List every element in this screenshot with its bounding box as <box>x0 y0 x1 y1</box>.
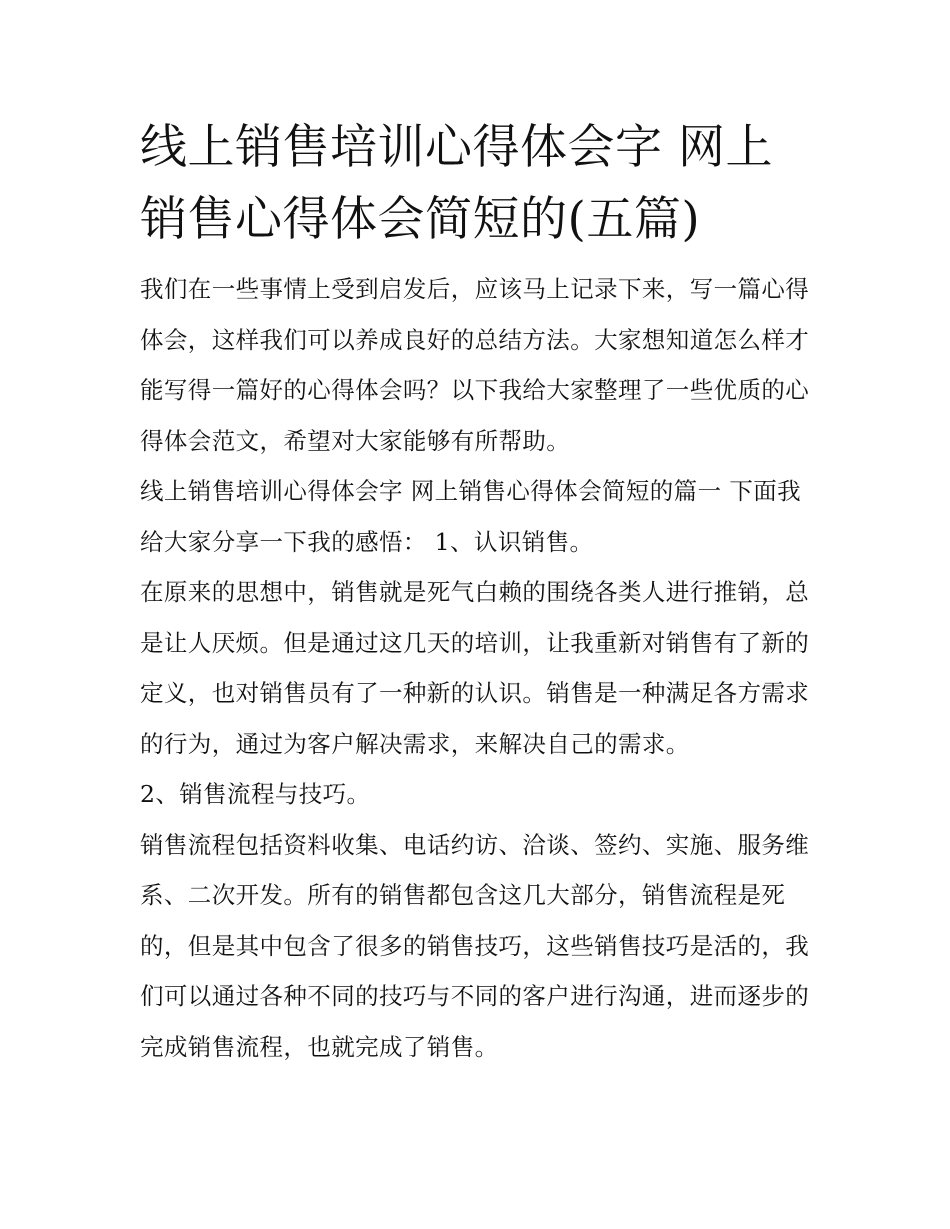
document-title: 线上销售培训心得体会字 网上销售心得体会简短的(五篇) <box>140 120 773 247</box>
paragraph-understanding-sales: 在原来的思想中，销售就是死气白赖的围绕各类人进行推销，总是让人厌烦。但是通过这几天的培训，让我重新对销售有了新的定义，也对销售员有了一种新的认识。销售是一种满足各方需求的行为，通过为客户解决需求，来解决自己的需求。 <box>140 578 810 758</box>
document-body <box>140 112 815 1072</box>
paragraph-process-heading: 2、销售流程与技巧。 <box>140 780 371 808</box>
paragraph-sales-process: 销售流程包括资料收集、电话约访、洽谈、签约、实施、服务维系、二次开发。所有的销售都包含这几大部分，销售流程是死的，但是其中包含了很多的销售技巧，这些销售技巧是活的，我们可以通过各种不同的技巧与不同的客户进行沟通，进而逐步的完成销售流程，也就完成了销售。 <box>140 830 810 1061</box>
paragraph-intro: 我们在一些事情上受到启发后，应该马上记录下来，写一篇心得体会，这样我们可以养成良好的总结方法。大家想知道怎么样才能写得一篇好的心得体会吗？以下我给大家整理了一些优质的心得体会范文，希望对大家能够有所帮助。 <box>140 275 810 455</box>
paragraph-section-heading: 线上销售培训心得体会字 网上销售心得体会简短的篇一 下面我给大家分享一下我的感悟： 1、认识销售。 <box>140 477 802 556</box>
